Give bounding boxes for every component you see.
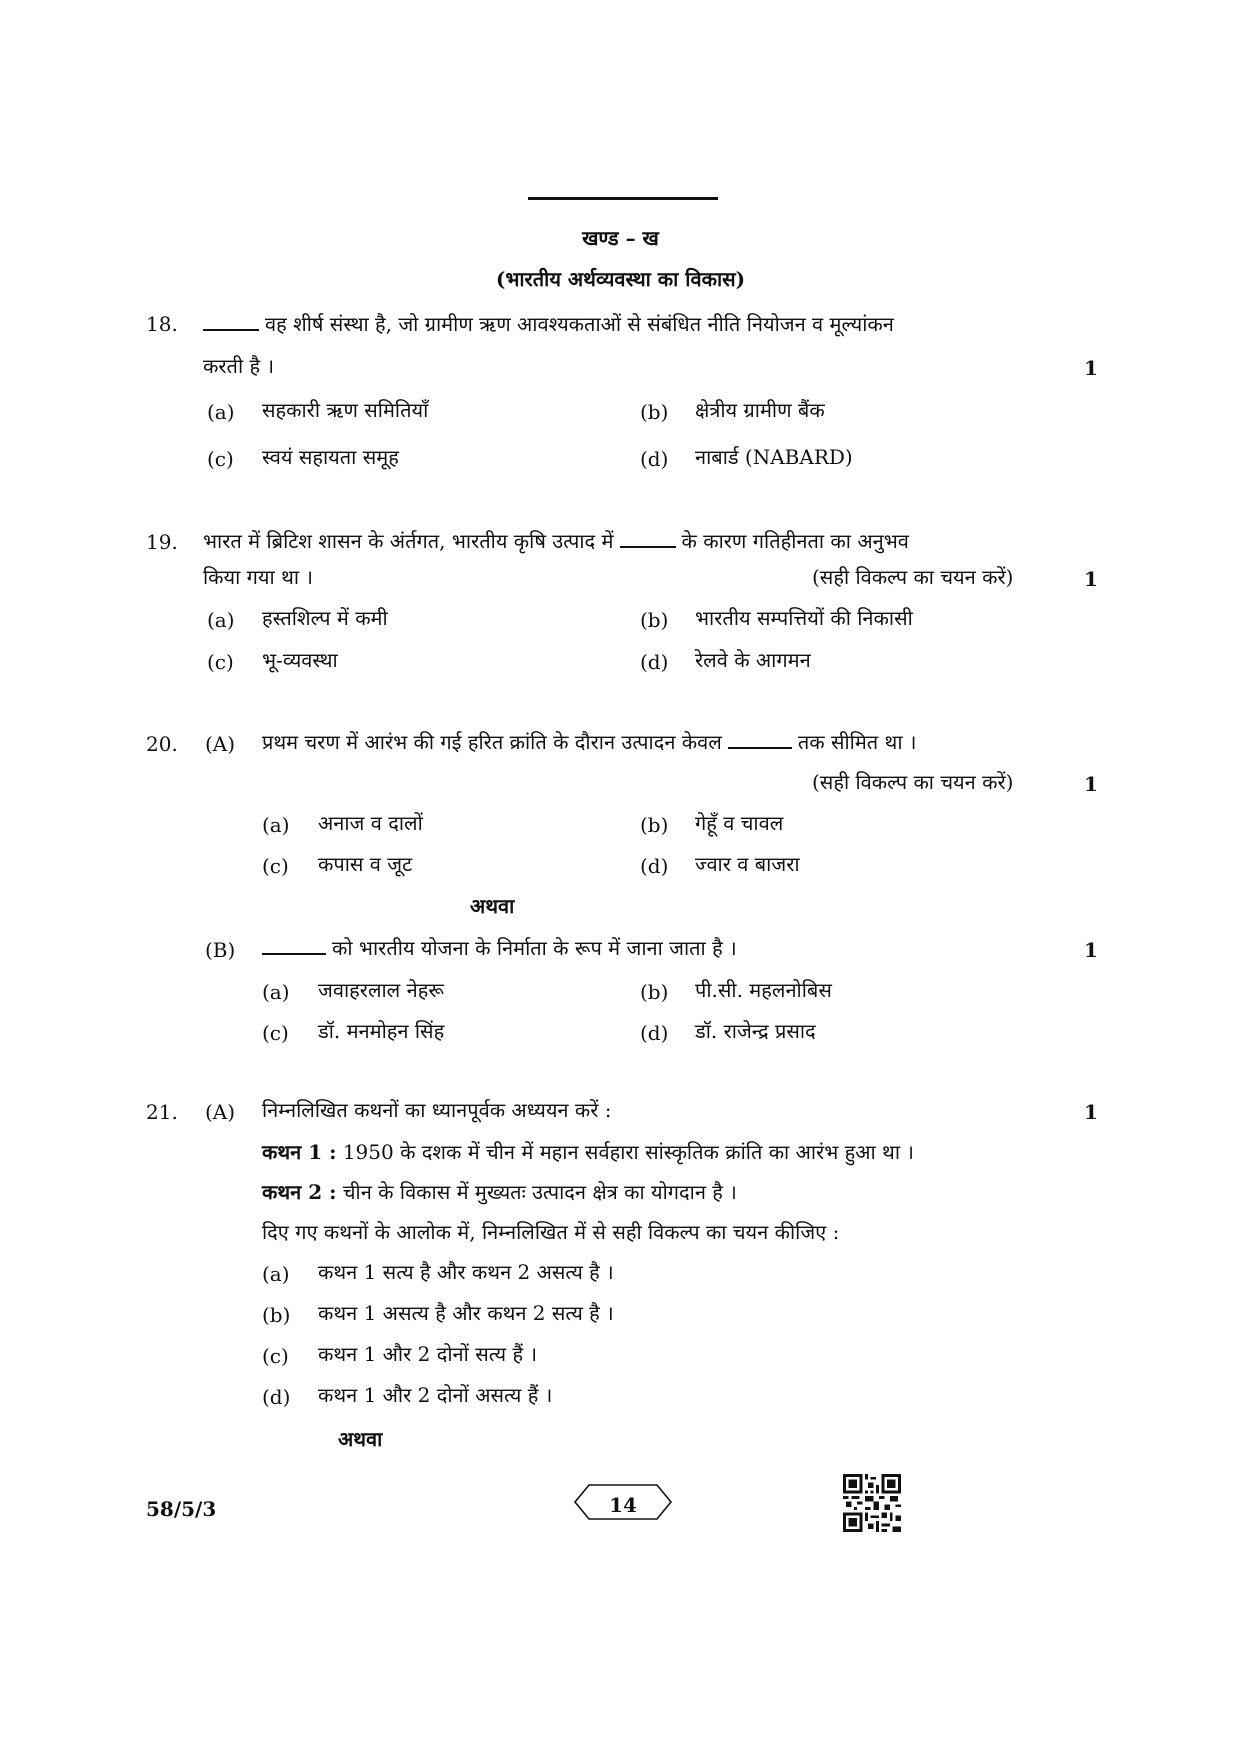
- q19-option-c: भू-व्यवस्था: [262, 648, 338, 672]
- q19-text-line2: किया गया था ।: [203, 565, 313, 589]
- q20-b-option-d-label: (d): [640, 1021, 669, 1045]
- q20-b-marks: 1: [1084, 938, 1098, 962]
- q20-b-option-b: पी.सी. महलनोबिस: [695, 978, 832, 1002]
- q20-b-option-d: डॉ. राजेन्द्र प्रसाद: [695, 1019, 816, 1043]
- q18-option-b-label: (b): [640, 400, 669, 424]
- q20-b-option-b-label: (b): [640, 980, 669, 1004]
- q20-b-option-a: जवाहरलाल नेहरू: [318, 978, 444, 1002]
- q20-b-label: (B): [205, 938, 236, 962]
- page-number: 14: [609, 1493, 637, 1517]
- q21-or: अथवा: [338, 1427, 383, 1451]
- q21-statement-2: [262, 1182, 737, 1202]
- q18-option-b: क्षेत्रीय ग्रामीण बैंक: [695, 398, 825, 422]
- q19-option-d: रेलवे के आगमन: [695, 648, 811, 672]
- q19-option-a-label: (a): [207, 608, 235, 632]
- q18-number: 18.: [146, 312, 178, 336]
- q18-option-a: सहकारी ऋण समितियाँ: [262, 398, 429, 422]
- q20-a-option-d-label: (d): [640, 854, 669, 878]
- q20-a-option-d: ज्वार व बाजरा: [695, 852, 800, 876]
- q18-option-d: नाबार्ड (NABARD): [695, 445, 853, 469]
- section-title: खण्ड – ख: [582, 226, 659, 250]
- q21-statement-1-text: 1950 के दशक में चीन में महान सर्वहारा सांस्कृतिक क्रांति का आरंभ हुआ था ।: [342, 1140, 914, 1164]
- top-rule: [528, 197, 718, 200]
- q20-a-text-part2: तक सीमित था ।: [797, 730, 917, 754]
- q21-statement-1: [262, 1142, 914, 1162]
- q18-text-line2: करती है ।: [203, 354, 275, 378]
- qr-code-icon: [843, 1474, 901, 1532]
- q21-statement-2-text: चीन के विकास में मुख्यतः उत्पादन क्षेत्र का योगदान है ।: [342, 1180, 737, 1204]
- q19-option-a: हस्तशिल्प में कमी: [262, 606, 388, 630]
- q21-option-a: कथन 1 सत्य है और कथन 2 असत्य है ।: [318, 1260, 614, 1284]
- q20-a-text-part1: प्रथम चरण में आरंभ की गई हरित क्रांति के दौरान उत्पादन केवल: [262, 730, 722, 754]
- q21-option-a-label: (a): [262, 1262, 290, 1286]
- paper-code: 58/5/3: [146, 1497, 217, 1521]
- q21-option-b: कथन 1 असत्य है और कथन 2 सत्य है ।: [318, 1301, 614, 1325]
- q20-a-option-a: अनाज व दालों: [318, 811, 423, 835]
- q21-option-c-label: (c): [262, 1344, 289, 1368]
- q21-option-d-label: (d): [262, 1385, 291, 1409]
- q18-blank: [203, 315, 259, 331]
- q19-option-b: भारतीय सम्पत्तियों की निकासी: [695, 606, 913, 630]
- q19-text-part2: के कारण गतिहीनता का अनुभव: [681, 529, 909, 553]
- q18-text: वह शीर्ष संस्था है, जो ग्रामीण ऋण आवश्यकताओं से संबंधित नीति नियोजन व मूल्यांकन: [265, 312, 894, 336]
- q19-instruction: (सही विकल्प का चयन करें): [812, 565, 1014, 589]
- q21-option-d: कथन 1 और 2 दोनों असत्य हैं ।: [318, 1383, 553, 1407]
- q19-text-line1: [203, 531, 909, 551]
- q21-statement-1-label: कथन 1 :: [262, 1140, 337, 1164]
- q20-a-blank: [728, 733, 792, 749]
- q21-marks: 1: [1084, 1100, 1098, 1124]
- q20-a-option-c-label: (c): [262, 854, 289, 878]
- q20-a-marks: 1: [1084, 772, 1098, 796]
- q21-a-label: (A): [205, 1100, 236, 1124]
- q20-a-option-b: गेहूँ व चावल: [695, 811, 784, 835]
- q18-marks: 1: [1084, 356, 1098, 380]
- q21-option-b-label: (b): [262, 1303, 291, 1327]
- q20-a-option-c: कपास व जूट: [318, 852, 413, 876]
- q19-option-c-label: (c): [207, 650, 234, 674]
- q20-number: 20.: [146, 732, 178, 756]
- q20-a-label: (A): [205, 732, 236, 756]
- q20-b-text-content: को भारतीय योजना के निर्माता के रूप में जाना जाता है ।: [332, 936, 737, 960]
- q21-prompt: दिए गए कथनों के आलोक में, निम्नलिखित में से सही विकल्प का चयन कीजिए :: [262, 1220, 840, 1244]
- q21-number: 21.: [146, 1100, 178, 1124]
- q19-option-b-label: (b): [640, 608, 669, 632]
- q20-b-option-c-label: (c): [262, 1021, 289, 1045]
- q18-option-c: स्वयं सहायता समूह: [262, 445, 399, 469]
- q19-text-part1: भारत में ब्रिटिश शासन के अंर्तगत, भारतीय कृषि उत्पाद में: [203, 529, 614, 553]
- q20-a-instruction: (सही विकल्प का चयन करें): [812, 770, 1014, 794]
- q21-option-c: कथन 1 और 2 दोनों सत्य हैं ।: [318, 1342, 538, 1366]
- q20-or: अथवा: [470, 894, 515, 918]
- q18-option-c-label: (c): [207, 447, 234, 471]
- q21-statement-2-label: कथन 2 :: [262, 1180, 337, 1204]
- q18-option-d-label: (d): [640, 447, 669, 471]
- q20-b-option-a-label: (a): [262, 980, 290, 1004]
- q20-b-option-c: डॉ. मनमोहन सिंह: [318, 1019, 445, 1043]
- q19-option-d-label: (d): [640, 650, 669, 674]
- q19-blank: [620, 532, 676, 548]
- q21-intro: निम्नलिखित कथनों का ध्यानपूर्वक अध्ययन करें :: [262, 1098, 612, 1122]
- q20-b-blank: [262, 939, 326, 955]
- q18-text-line1: [203, 314, 894, 334]
- page-number-badge: [573, 1483, 673, 1521]
- q20-a-option-a-label: (a): [262, 813, 290, 837]
- q20-a-text: [262, 732, 916, 752]
- q20-a-option-b-label: (b): [640, 813, 669, 837]
- q19-number: 19.: [146, 530, 178, 554]
- q19-marks: 1: [1084, 567, 1098, 591]
- q20-b-text: [262, 938, 737, 958]
- section-subtitle: (भारतीय अर्थव्यवस्था का विकास): [495, 267, 746, 291]
- q18-option-a-label: (a): [207, 400, 235, 424]
